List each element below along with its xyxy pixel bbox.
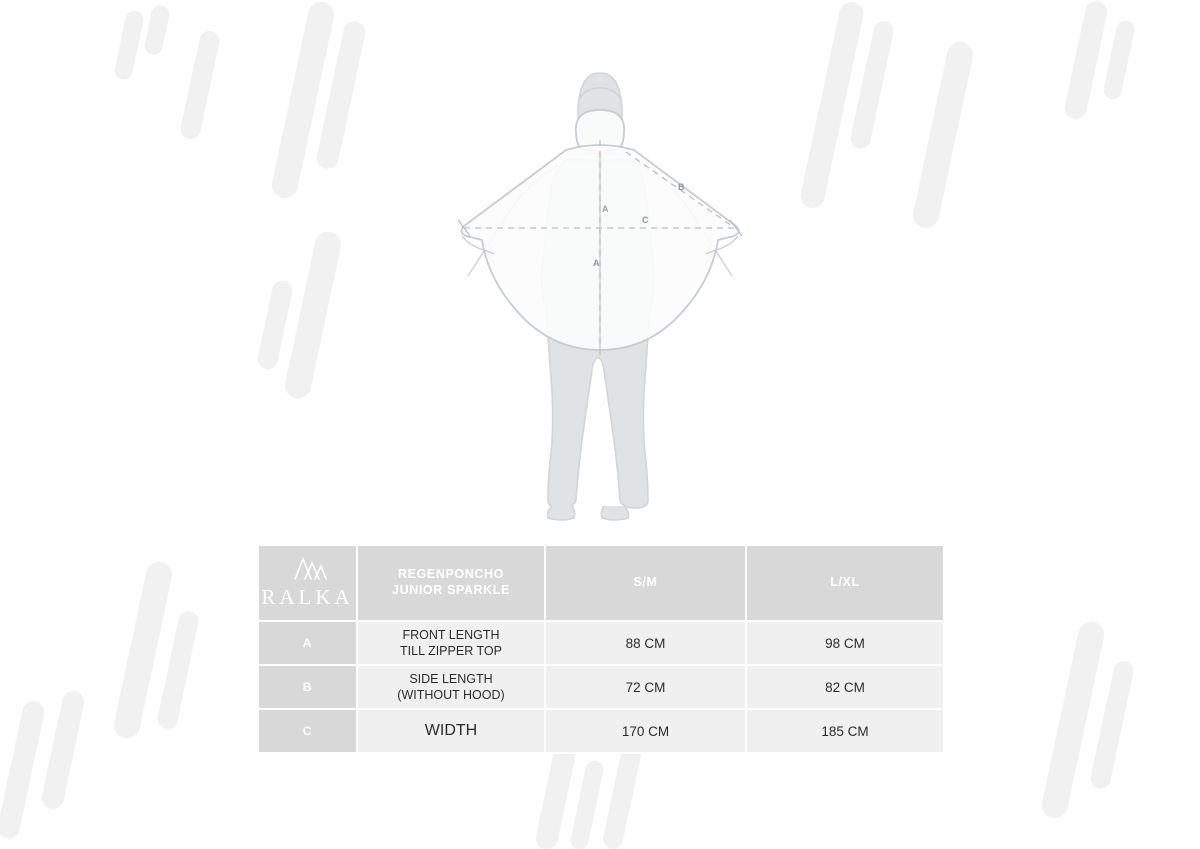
table-row	[258, 665, 944, 709]
row-b-desc-line2: (WITHOUT HOOD)	[397, 688, 505, 702]
label-b: B	[678, 182, 685, 192]
row-b-lxl-value: 82 CM	[746, 665, 944, 709]
table-row	[258, 709, 944, 753]
poncho-size-illustration	[380, 20, 820, 530]
row-a-lxl-value: 98 CM	[746, 621, 944, 665]
row-c-sm-value: 170 CM	[545, 709, 746, 753]
row-a-desc-line2: TILL ZIPPER TOP	[400, 644, 502, 658]
row-a-sm-value: 88 CM	[545, 621, 746, 665]
row-b-desc-line1: SIDE LENGTH	[409, 671, 493, 686]
brand-logo-cell	[258, 545, 357, 621]
row-c-description: WIDTH	[357, 709, 545, 753]
label-a-lower: A	[593, 258, 600, 268]
row-c-code: C	[258, 709, 357, 753]
table-row	[258, 621, 944, 665]
size-sm-header: S/M	[545, 545, 746, 621]
size-lxl-header: L/XL	[746, 545, 944, 621]
size-chart-table	[257, 544, 945, 754]
row-b-code: B	[258, 665, 357, 709]
product-name-cell	[357, 545, 545, 621]
row-a-desc-line1: FRONT LENGTH	[402, 627, 500, 642]
row-b-description	[357, 665, 545, 709]
row-b-sm-value: 72 CM	[545, 665, 746, 709]
label-a-upper: A	[602, 204, 609, 214]
brand-name: RALKA	[261, 585, 354, 610]
row-c-lxl-value: 185 CM	[746, 709, 944, 753]
table-header-row	[258, 545, 944, 621]
mountain-logo-icon	[285, 555, 331, 581]
row-a-description	[357, 621, 545, 665]
product-name-line1: REGENPONCHO	[398, 567, 504, 582]
label-c: C	[642, 215, 649, 225]
product-name-line2: JUNIOR SPARKLE	[392, 583, 510, 597]
row-a-code: A	[258, 621, 357, 665]
